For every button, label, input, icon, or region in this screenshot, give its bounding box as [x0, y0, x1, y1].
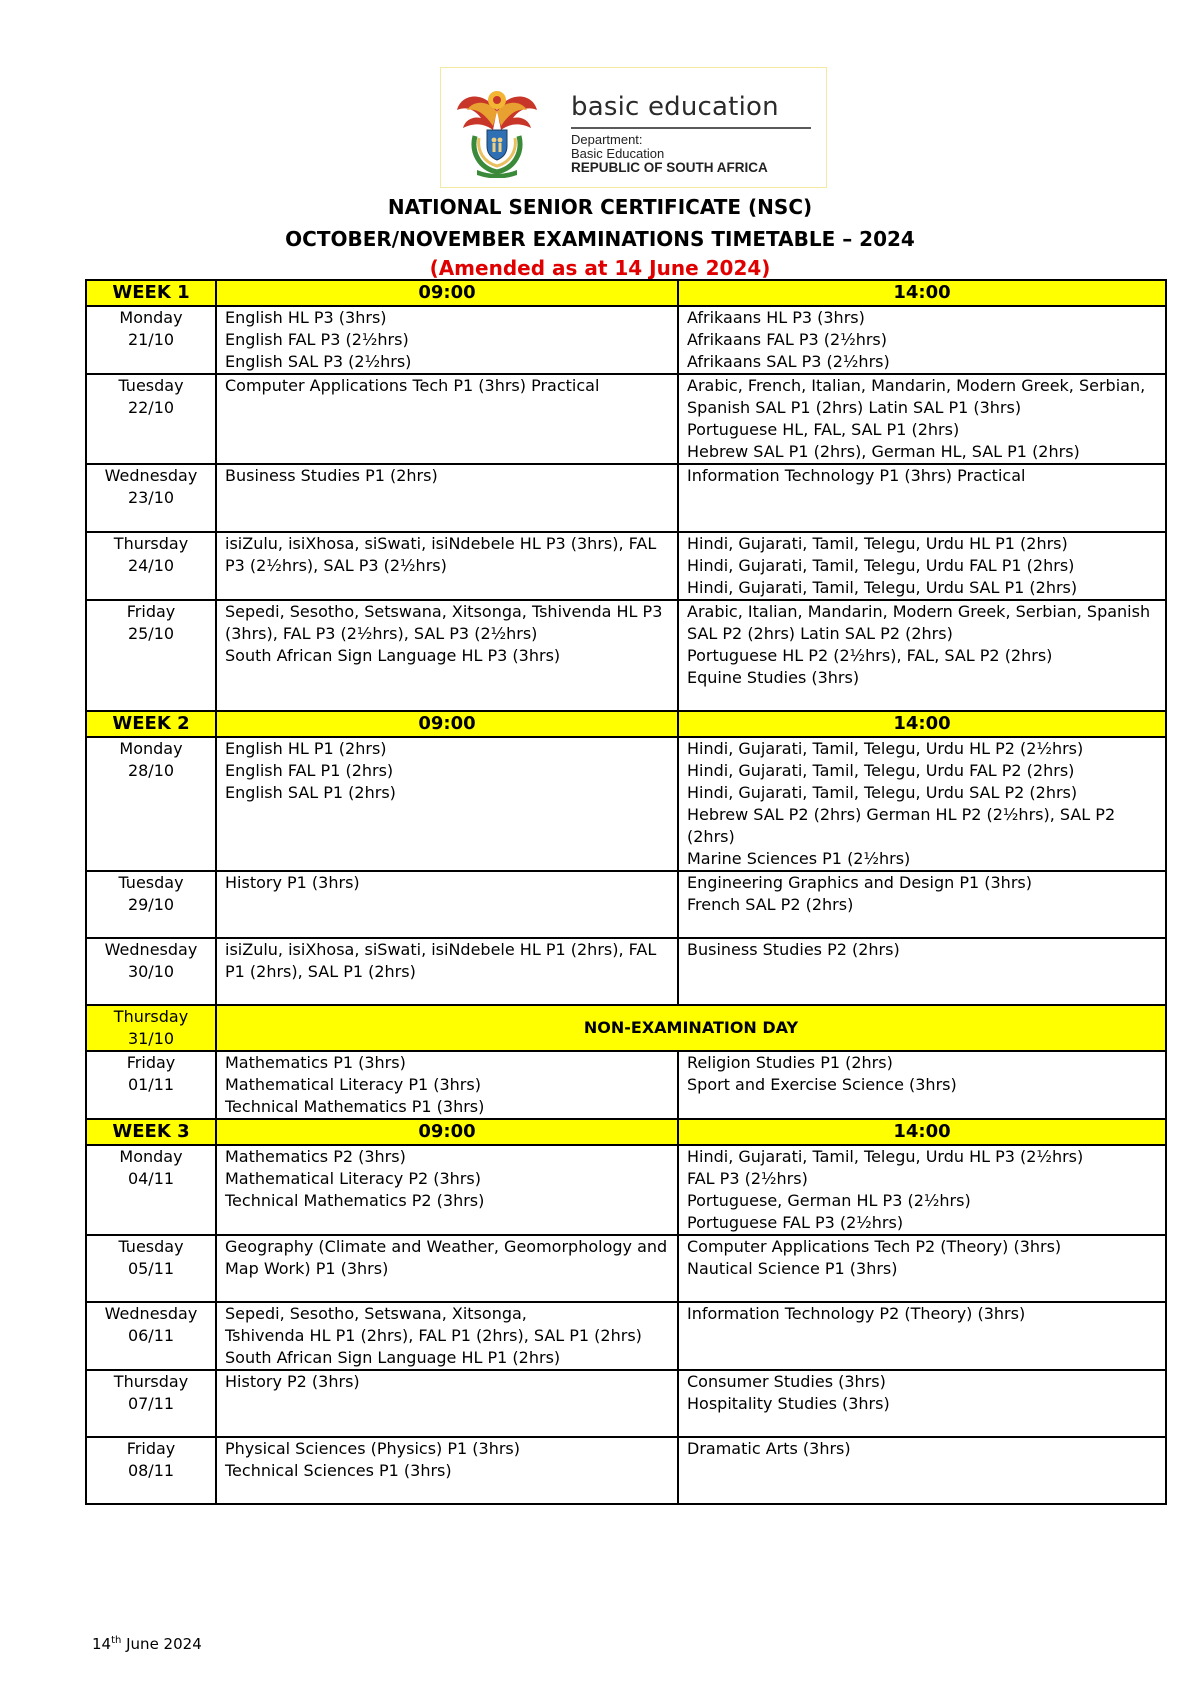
day-cell	[86, 1235, 216, 1302]
table-row	[86, 374, 1166, 464]
exam-entry: Tshivenda HL P1 (2hrs), FAL P1 (2hrs), SAL P1 (2hrs)	[225, 1326, 642, 1345]
morning-session-cell	[216, 737, 678, 871]
day-date: 31/10	[127, 1029, 175, 1048]
day-cell	[86, 306, 216, 374]
afternoon-session-cell	[678, 532, 1166, 600]
day-name: Tuesday	[118, 376, 184, 395]
morning-session-cell	[216, 871, 678, 938]
exam-entry: South African Sign Language HL P1 (2hrs)	[225, 1348, 561, 1367]
exam-entry: Business Studies P2 (2hrs)	[687, 940, 900, 959]
afternoon-time: 14:00	[678, 280, 1166, 306]
afternoon-session-cell	[678, 1235, 1166, 1302]
table-row	[86, 938, 1166, 1005]
afternoon-session-cell	[678, 306, 1166, 374]
morning-session-cell	[216, 600, 678, 711]
day-cell	[86, 1051, 216, 1119]
table-row	[86, 1370, 1166, 1437]
day-date: 28/10	[127, 761, 175, 780]
exam-entry: Information Technology P1 (3hrs) Practical	[687, 466, 1026, 485]
exam-entry: Portuguese HL P2 (2½hrs), FAL, SAL P2 (2hrs)	[687, 646, 1053, 665]
exam-entry: Hindi, Gujarati, Tamil, Telegu, Urdu HL P3 (2½hrs)	[687, 1147, 1084, 1166]
exam-entry: Technical Sciences P1 (3hrs)	[225, 1461, 452, 1480]
exam-entry: Afrikaans HL P3 (3hrs)	[687, 308, 865, 327]
morning-session-cell	[216, 532, 678, 600]
morning-session-cell	[216, 464, 678, 532]
afternoon-session-cell	[678, 1370, 1166, 1437]
day-date: 23/10	[127, 488, 175, 507]
exam-entry: isiZulu, isiXhosa, siSwati, isiNdebele HL P3 (3hrs), FAL P3 (2½hrs), SAL P3 (2½hrs)	[225, 534, 657, 575]
exam-entry: Portuguese, German HL P3 (2½hrs)	[687, 1191, 971, 1210]
exam-entry: FAL P3 (2½hrs)	[687, 1169, 808, 1188]
exam-timetable	[85, 279, 1167, 1505]
exam-entry: Hospitality Studies (3hrs)	[687, 1394, 890, 1413]
footer-month-year: June 2024	[121, 1635, 202, 1653]
exam-entry: Engineering Graphics and Design P1 (3hrs)	[687, 873, 1032, 892]
exam-entry: Hindi, Gujarati, Tamil, Telegu, Urdu FAL P2 (2hrs)	[687, 761, 1075, 780]
exam-entry: Afrikaans SAL P3 (2½hrs)	[687, 352, 890, 371]
day-cell	[86, 1145, 216, 1235]
morning-session-cell	[216, 306, 678, 374]
day-name: Thursday	[113, 534, 189, 553]
day-name: Monday	[119, 1147, 183, 1166]
exam-entry: English SAL P1 (2hrs)	[225, 783, 396, 802]
morning-session-cell	[216, 938, 678, 1005]
exam-entry: Technical Mathematics P2 (3hrs)	[225, 1191, 485, 1210]
day-date: 25/10	[127, 624, 175, 643]
morning-session-cell	[216, 374, 678, 464]
day-date: 04/11	[127, 1169, 175, 1188]
afternoon-session-cell	[678, 1302, 1166, 1370]
exam-entry: English SAL P3 (2½hrs)	[225, 352, 412, 371]
afternoon-session-cell	[678, 600, 1166, 711]
week-header-row	[86, 280, 1166, 306]
day-name: Wednesday	[104, 1304, 198, 1323]
dept-line-2: Basic Education	[571, 146, 665, 161]
day-cell	[86, 1370, 216, 1437]
exam-entry: Geography (Climate and Weather, Geomorphology and Map Work) P1 (3hrs)	[225, 1237, 668, 1278]
exam-entry: Hindi, Gujarati, Tamil, Telegu, Urdu SAL P2 (2hrs)	[687, 783, 1078, 802]
exam-entry: Hebrew SAL P2 (2hrs) German HL P2 (2½hrs), SAL P2 (2hrs)	[687, 805, 1116, 846]
morning-session-cell	[216, 1370, 678, 1437]
day-name: Wednesday	[104, 466, 198, 485]
exam-entry: Physical Sciences (Physics) P1 (3hrs)	[225, 1439, 520, 1458]
day-name: Friday	[126, 1053, 176, 1072]
afternoon-session-cell	[678, 464, 1166, 532]
exam-entry: History P1 (3hrs)	[225, 873, 360, 892]
day-name: Monday	[119, 739, 183, 758]
day-cell	[86, 464, 216, 532]
day-cell	[86, 1437, 216, 1504]
day-date: 06/11	[127, 1326, 175, 1345]
exam-entry: Mathematics P1 (3hrs)	[225, 1053, 406, 1072]
exam-entry: isiZulu, isiXhosa, siSwati, isiNdebele HL P1 (2hrs), FAL P1 (2hrs), SAL P1 (2hrs)	[225, 940, 657, 981]
morning-session-cell	[216, 1302, 678, 1370]
day-name: Thursday	[113, 1372, 189, 1391]
table-row	[86, 532, 1166, 600]
table-row	[86, 1145, 1166, 1235]
table-row	[86, 1051, 1166, 1119]
day-name: Friday	[126, 1439, 176, 1458]
day-cell	[86, 1005, 216, 1051]
day-date: 24/10	[127, 556, 175, 575]
morning-time: 09:00	[216, 711, 678, 737]
exam-entry: Hebrew SAL P1 (2hrs), German HL, SAL P1 (2hrs)	[687, 442, 1080, 461]
afternoon-session-cell	[678, 938, 1166, 1005]
week-header-row	[86, 711, 1166, 737]
department-logo	[440, 67, 827, 188]
table-row	[86, 306, 1166, 374]
exam-entry: History P2 (3hrs)	[225, 1372, 360, 1391]
table-row	[86, 600, 1166, 711]
exam-entry: Sport and Exercise Science (3hrs)	[687, 1075, 957, 1094]
table-row	[86, 737, 1166, 871]
exam-entry: Arabic, French, Italian, Mandarin, Modern Greek, Serbian, Spanish SAL P1 (2hrs) Latin SAL P1 (3hrs)	[687, 376, 1146, 417]
morning-time: 09:00	[216, 280, 678, 306]
day-name: Tuesday	[118, 873, 184, 892]
day-date: 07/11	[127, 1394, 175, 1413]
afternoon-session-cell	[678, 1437, 1166, 1504]
exam-entry: Hindi, Gujarati, Tamil, Telegu, Urdu HL P2 (2½hrs)	[687, 739, 1084, 758]
day-date: 01/11	[127, 1075, 175, 1094]
footer-suffix: th	[111, 1635, 122, 1646]
day-cell	[86, 737, 216, 871]
exam-entry: Portuguese HL, FAL, SAL P1 (2hrs)	[687, 420, 960, 439]
brand-name: basic education	[571, 92, 779, 122]
morning-session-cell	[216, 1437, 678, 1504]
day-date: 22/10	[127, 398, 175, 417]
exam-entry: Information Technology P2 (Theory) (3hrs)	[687, 1304, 1026, 1323]
exam-entry: English HL P3 (3hrs)	[225, 308, 387, 327]
week-label: WEEK 3	[86, 1119, 216, 1145]
exam-entry: Hindi, Gujarati, Tamil, Telegu, Urdu FAL P1 (2hrs)	[687, 556, 1075, 575]
exam-entry: Hindi, Gujarati, Tamil, Telegu, Urdu HL P1 (2hrs)	[687, 534, 1068, 553]
exam-entry: Mathematical Literacy P2 (3hrs)	[225, 1169, 481, 1188]
afternoon-session-cell	[678, 871, 1166, 938]
week-header-row	[86, 1119, 1166, 1145]
day-cell	[86, 532, 216, 600]
exam-entry: Sepedi, Sesotho, Setswana, Xitsonga, Tshivenda HL P3 (3hrs), FAL P3 (2½hrs), SAL P3 (2½hrs)	[225, 602, 663, 643]
table-row	[86, 1302, 1166, 1370]
table-row	[86, 871, 1166, 938]
table-row	[86, 1437, 1166, 1504]
footer-date	[92, 1635, 202, 1653]
title-line-1: NATIONAL SENIOR CERTIFICATE (NSC)	[387, 195, 813, 219]
day-date: 08/11	[127, 1461, 175, 1480]
exam-entry: Computer Applications Tech P1 (3hrs) Practical	[225, 376, 600, 395]
document-title	[0, 191, 1200, 281]
exam-entry: Mathematical Literacy P1 (3hrs)	[225, 1075, 481, 1094]
exam-entry: Consumer Studies (3hrs)	[687, 1372, 886, 1391]
morning-session-cell	[216, 1145, 678, 1235]
dept-line-3: REPUBLIC OF SOUTH AFRICA	[571, 160, 768, 175]
day-cell	[86, 938, 216, 1005]
afternoon-session-cell	[678, 374, 1166, 464]
afternoon-time: 14:00	[678, 1119, 1166, 1145]
table-row	[86, 464, 1166, 532]
day-cell	[86, 600, 216, 711]
afternoon-session-cell	[678, 1145, 1166, 1235]
footer-day: 14	[92, 1635, 112, 1653]
brand-divider	[571, 127, 811, 129]
title-line-2: OCTOBER/NOVEMBER EXAMINATIONS TIMETABLE – 2024	[285, 227, 915, 251]
morning-time: 09:00	[216, 1119, 678, 1145]
day-cell	[86, 374, 216, 464]
day-name: Friday	[126, 602, 176, 621]
afternoon-session-cell	[678, 737, 1166, 871]
exam-entry: Technical Mathematics P1 (3hrs)	[225, 1097, 485, 1116]
week-label: WEEK 2	[86, 711, 216, 737]
day-name: Thursday	[113, 1007, 189, 1026]
coat-of-arms-icon	[453, 80, 541, 178]
table-row	[86, 1235, 1166, 1302]
exam-entry: Mathematics P2 (3hrs)	[225, 1147, 406, 1166]
afternoon-session-cell	[678, 1051, 1166, 1119]
morning-session-cell	[216, 1235, 678, 1302]
exam-entry: English HL P1 (2hrs)	[225, 739, 387, 758]
day-date: 29/10	[127, 895, 175, 914]
exam-entry: Marine Sciences P1 (2½hrs)	[687, 849, 911, 868]
exam-entry: Sepedi, Sesotho, Setswana, Xitsonga,	[225, 1304, 527, 1323]
exam-entry: Computer Applications Tech P2 (Theory) (3hrs)	[687, 1237, 1062, 1256]
day-cell	[86, 871, 216, 938]
exam-entry: South African Sign Language HL P3 (3hrs)	[225, 646, 561, 665]
exam-entry: English FAL P1 (2hrs)	[225, 761, 394, 780]
day-name: Wednesday	[104, 940, 198, 959]
exam-entry: French SAL P2 (2hrs)	[687, 895, 854, 914]
exam-entry: Dramatic Arts (3hrs)	[687, 1439, 851, 1458]
exam-entry: Religion Studies P1 (2hrs)	[687, 1053, 893, 1072]
exam-entry: English FAL P3 (2½hrs)	[225, 330, 409, 349]
week-label: WEEK 1	[86, 280, 216, 306]
exam-entry: Arabic, Italian, Mandarin, Modern Greek, Serbian, Spanish SAL P2 (2hrs) Latin SAL P2 (2hrs)	[687, 602, 1151, 643]
afternoon-time: 14:00	[678, 711, 1166, 737]
day-cell	[86, 1302, 216, 1370]
exam-entry: Nautical Science P1 (3hrs)	[687, 1259, 898, 1278]
dept-line-1: Department:	[571, 132, 643, 147]
exam-entry: Hindi, Gujarati, Tamil, Telegu, Urdu SAL P1 (2hrs)	[687, 578, 1078, 597]
day-date: 05/11	[127, 1259, 175, 1278]
day-date: 21/10	[127, 330, 175, 349]
amendment-note: (Amended as at 14 June 2024)	[429, 256, 771, 280]
non-exam-row	[86, 1005, 1166, 1051]
day-name: Monday	[119, 308, 183, 327]
morning-session-cell	[216, 1051, 678, 1119]
non-exam-label: NON-EXAMINATION DAY	[216, 1005, 1166, 1051]
day-date: 30/10	[127, 962, 175, 981]
exam-entry: Equine Studies (3hrs)	[687, 668, 860, 687]
day-name: Tuesday	[118, 1237, 184, 1256]
exam-entry: Business Studies P1 (2hrs)	[225, 466, 438, 485]
exam-entry: Portuguese FAL P3 (2½hrs)	[687, 1213, 904, 1232]
exam-entry: Afrikaans FAL P3 (2½hrs)	[687, 330, 888, 349]
